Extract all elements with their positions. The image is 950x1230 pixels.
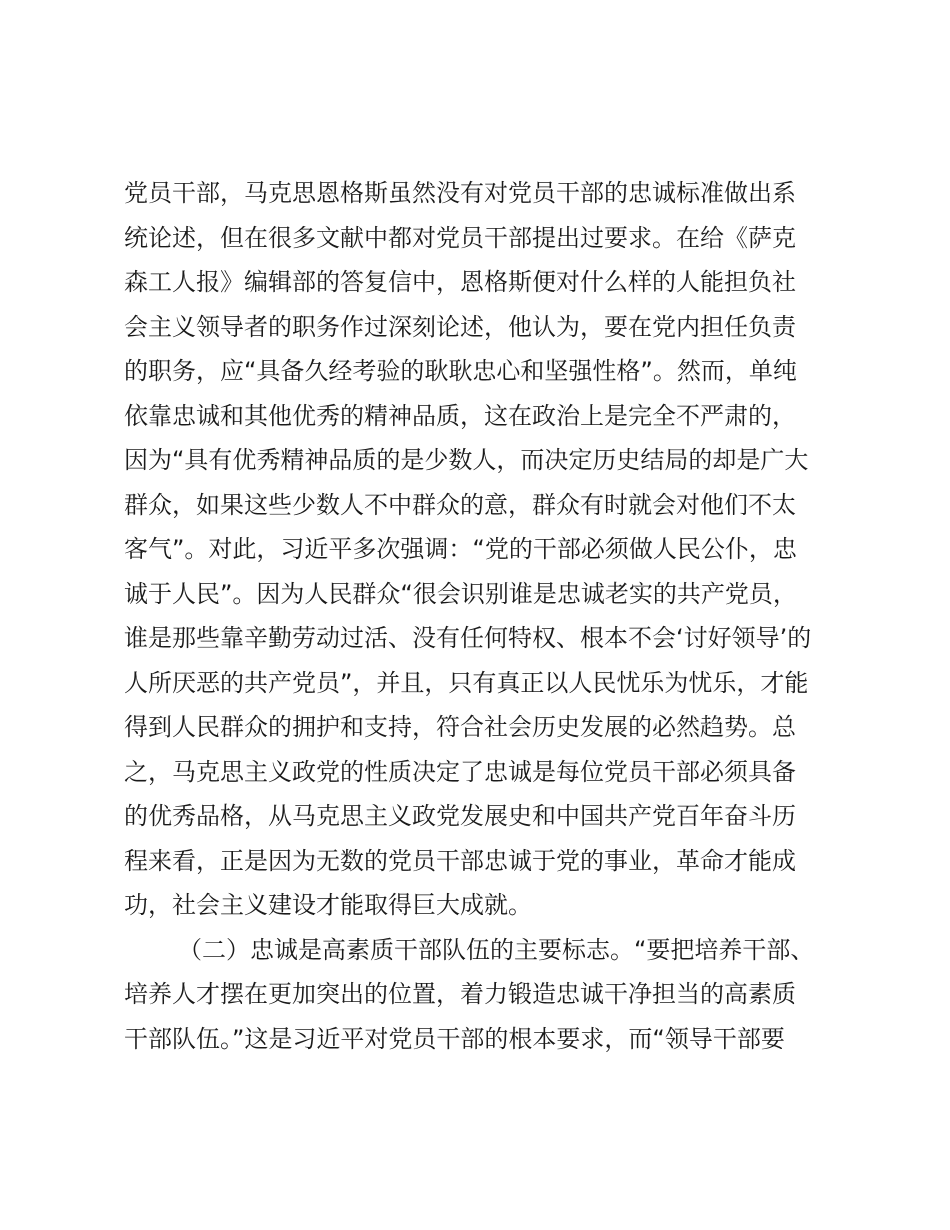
text-line: 的优秀品格，从马克思主义政党发展史和中国共产党百年奋斗历: [124, 802, 796, 830]
section-heading-line: （二）忠诚是高素质干部队伍的主要标志。“要把培养干部、: [178, 935, 815, 964]
text-line: 客气”。对此，习近平多次强调：“党的干部必须做人民公仆，忠: [124, 535, 797, 563]
text-line: 干部队伍。”这是习近平对党员干部的根本要求，而“领导干部要: [124, 1024, 785, 1053]
text-line: 培养人才摆在更加突出的位置，着力锻造忠诚干净担当的高素质: [124, 980, 796, 1008]
text-line: 得到人民群众的拥护和支持，符合社会历史发展的必然趋势。总: [124, 713, 796, 741]
text-line: 的职务，应“具备久经考验的耿耿忠心和坚强性格”。然而，单纯: [124, 357, 797, 385]
body-text: [124, 171, 844, 1061]
text-line: 因为“具有优秀精神品质的是少数人，而决定历史结局的却是广大: [124, 446, 809, 474]
text-line: 之，马克思主义政党的性质决定了忠诚是每位党员干部必须具备: [124, 757, 796, 786]
text-line: 人所厌恶的共产党员”，并且，只有真正以人民忧乐为忧乐，才能: [124, 668, 809, 697]
text-line: 诚于人民”。因为人民群众“很会识别谁是忠诚老实的共产党员，: [124, 579, 797, 608]
text-line: 程来看，正是因为无数的党员干部忠诚于党的事业，革命才能成: [124, 846, 796, 875]
text-line: 统论述，但在很多文献中都对党员干部提出过要求。在给《萨克: [124, 223, 796, 252]
text-line: 森工人报》编辑部的答复信中，恩格斯便对什么样的人能担负社: [124, 268, 796, 296]
text-line: 群众，如果这些少数人不中群众的意，群众有时就会对他们不太: [124, 490, 796, 519]
text-line: 功，社会主义建设才能取得巨大成就。: [124, 891, 532, 919]
text-line: 谁是那些靠辛勤劳动过活、没有任何特权、根本不会‘讨好领导’的: [124, 624, 812, 652]
text-line: 会主义领导者的职务作过深刻论述，他认为，要在党内担任负责: [124, 312, 796, 341]
text-line: 依靠忠诚和其他优秀的精神品质，这在政治上是完全不严肃的，: [124, 401, 796, 430]
text-line: 党员干部，马克思恩格斯虽然没有对党员干部的忠诚标准做出系: [124, 179, 796, 207]
